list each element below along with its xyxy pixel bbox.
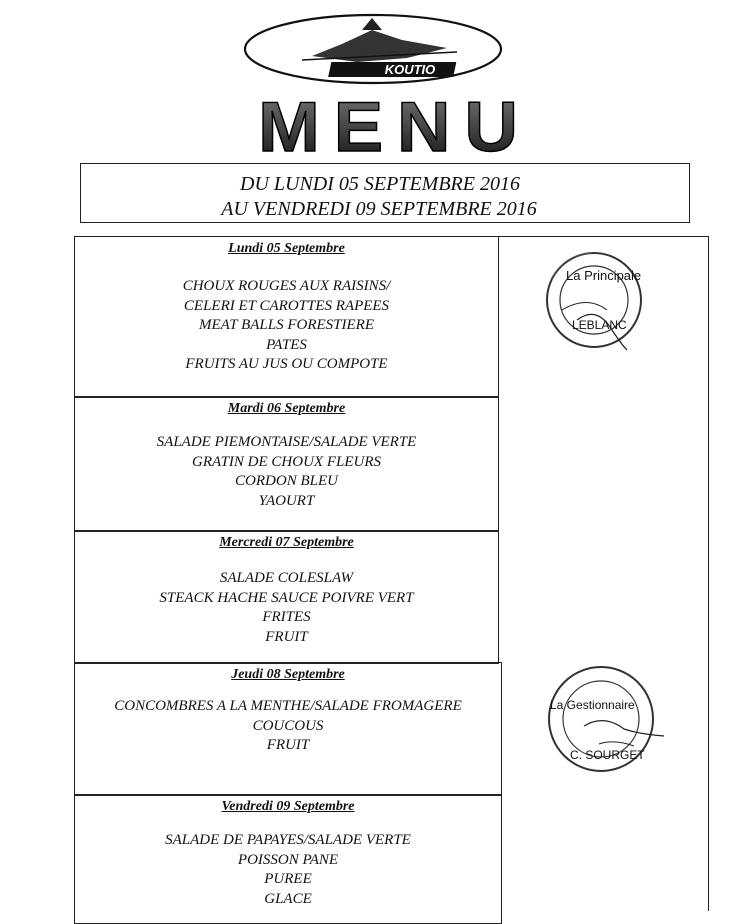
day-block-wednesday [74,530,499,664]
menu-item: FRUITS AU JUS OU COMPOTE [185,356,388,372]
date-line-2: AU VENDREDI 09 SEPTEMBRE 2016 [221,198,537,220]
principal-role: La Principale [566,268,642,283]
menu-item: GRATIN DE CHOUX FLEURS [191,453,382,470]
menu-item: SALADE DE PAPAYES/SALADE VERTE [165,832,411,848]
day-heading: Jeudi 08 Septembre [231,667,345,682]
menu-item: FRITES [262,609,311,625]
date-range-box [80,163,690,223]
day-heading: Lundi 05 Septembre [228,241,345,256]
menu-item: YAOURT [258,492,315,509]
menu-item: CONCOMBRES A LA MENTHE/SALADE FROMAGERE [114,698,462,714]
day-heading: Mardi 06 Septembre [227,401,346,416]
menu-item: FRUIT [266,737,310,753]
menu-item: STEACK HACHE SAUCE POIVRE VERT [159,589,414,606]
menu-item: GLACE [264,890,312,907]
menu-item: POISSON PANE [237,851,339,868]
principal-stamp [532,250,657,360]
svg-text:MENU: MENU [258,98,532,160]
day-block-tuesday [74,396,499,532]
menu-item: CHOUX ROUGES AUX RAISINS/ [182,278,391,294]
gestionnaire-role: La Gestionnaire [550,698,635,712]
principal-name: LEBLANC [572,318,627,332]
gestionnaire-stamp [544,664,674,776]
day-heading: Mercredi 07 Septembre [219,535,354,550]
menu-item: SALADE PIEMONTAISE/SALADE VERTE [156,434,417,450]
seal-icon [532,250,657,360]
menu-item: SALADE COLESLAW [219,570,354,586]
date-line-1: DU LUNDI 05 SEPTEMBRE 2016 [240,173,520,195]
menu-item: PUREE [264,871,312,887]
day-block-monday [74,236,499,398]
menu-item: CELERI ET CAROTTES RAPEES [183,297,390,314]
menu-item: PATES [266,336,307,353]
koutio-logo [242,12,504,86]
gestionnaire-name: C. SOURGET [570,748,645,762]
menu-item: COUCOUS [252,717,324,734]
logo-text: KOUTIO [384,62,436,77]
day-block-friday [74,794,502,924]
menu-item: FRUIT [265,628,308,645]
day-block-thursday [74,662,502,796]
day-heading: Vendredi 09 Septembre [221,799,355,814]
menu-item: MEAT BALLS FORESTIERE [199,317,374,333]
menu-item: CORDON BLEU [235,473,338,489]
menu-title [205,98,585,160]
